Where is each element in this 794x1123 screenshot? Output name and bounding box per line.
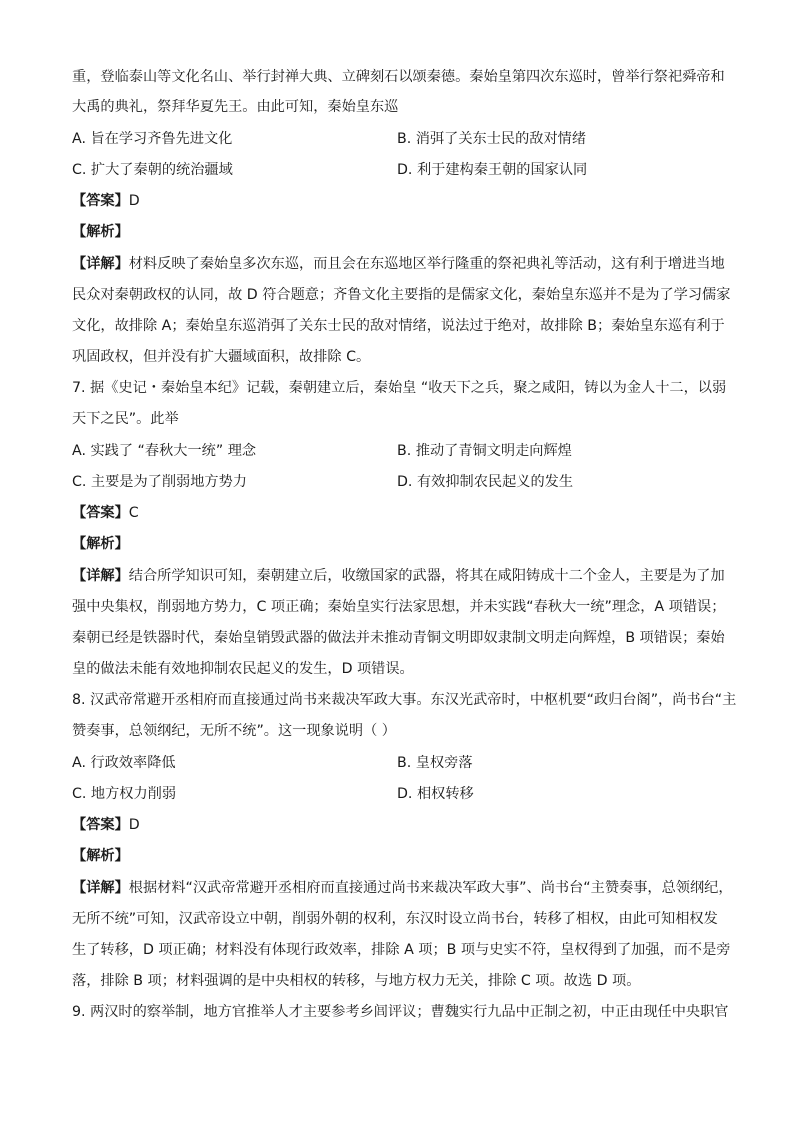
q8-option-d: D. 相权转移	[397, 786, 474, 802]
q8-detail-line-2: 无所不统”可知，汉武帝设立中朝，削弱外朝的权利，东汉时设立尚书台，转移了相权，由此可知相权发	[72, 911, 718, 927]
q8-detail-line-3: 生了转移，D 项正确；材料没有体现行政效率，排除 A 项；B 项与史实不符，皇权得到了加强，而不是旁	[72, 942, 731, 958]
q6-option-b: B. 消弭了关东士民的敌对情绪	[397, 131, 587, 147]
q8-analysis-label: 【解析】	[72, 848, 129, 864]
q7-detail-line-2: 强中央集权，削弱地方势力，C 项正确；秦始皇实行法家思想，并未实践“春秋大一统”理念，A 项错误；	[72, 599, 726, 615]
q6-option-c: C. 扩大了秦朝的统治疆域	[72, 162, 233, 178]
q6-stem-line-2: 大禹的典礼，祭拜华夏先王。由此可知，秦始皇东巡	[72, 99, 399, 115]
q6-detail-line-1: 【详解】材料反映了秦始皇多次东巡，而且会在东巡地区举行隆重的祭祀典礼等活动，这有利于增进当地	[72, 256, 725, 272]
q7-option-b: B. 推动了青铜文明走向辉煌	[397, 443, 572, 459]
q6-option-d: D. 利于建构秦王朝的国家认同	[397, 162, 588, 178]
q8-option-b: B. 皇权旁落	[397, 755, 473, 771]
detail-label: 【详解】	[72, 880, 129, 896]
q8-option-c: C. 地方权力削弱	[72, 786, 177, 802]
q7-option-a: A. 实践了 “春秋大一统” 理念	[72, 443, 257, 459]
q6-detail-line-4: 巩固政权，但并没有扩大疆域面积，故排除 C。	[72, 349, 371, 365]
q7-answer	[72, 503, 727, 523]
q6-analysis-label: 【解析】	[72, 224, 129, 240]
answer-value: C	[128, 505, 139, 521]
q7-detail-line-1: 【详解】结合所学知识可知，秦朝建立后，收缴国家的武器，将其在咸阳铸成十二个金人，主要是为了加	[72, 568, 725, 584]
q8-option-a: A. 行政效率降低	[72, 755, 176, 771]
q7-detail-line-3: 秦朝已经是铁器时代，秦始皇销毁武器的做法并未推动青铜文明即奴隶制文明走向辉煌，B 项错误；秦始	[72, 630, 725, 646]
q8-answer	[72, 815, 727, 835]
q7-detail-line-4: 皇的做法未能有效地抑制农民起义的发生，D 项错误。	[72, 661, 414, 677]
q7-stem-line-1: 7. 据《史记・秦始皇本纪》记载，秦朝建立后，秦始皇 “收天下之兵，聚之咸阳，铸以为金人十二，以弱	[72, 380, 727, 396]
answer-label: 【答案】	[72, 505, 129, 521]
q6-option-a: A. 旨在学习齐鲁先进文化	[72, 131, 233, 147]
detail-label: 【详解】	[72, 256, 129, 272]
q6-detail-line-2: 民众对秦朝政权的认同，故 D 符合题意；齐鲁文化主要指的是儒家文化，秦始皇东巡并不是为了学习儒家	[72, 287, 731, 303]
q6-answer	[72, 191, 727, 211]
q7-analysis-label: 【解析】	[72, 536, 129, 552]
q8-detail-line-4: 落，排除 B 项；材料强调的是中央相权的转移，与地方权力无关，排除 C 项。故选 D 项。	[72, 973, 641, 989]
q8-stem-line-2: 赞奏事，总领纲纪，无所不统”。这一现象说明（ ）	[72, 723, 396, 739]
answer-value: D	[128, 193, 140, 209]
q7-stem-line-2: 天下之民”。此举	[72, 411, 179, 427]
q8-stem-line-1: 8. 汉武帝常避开丞相府而直接通过尚书来裁决军政大事。东汉光武帝时，中枢机要“政归台阁”，尚书台“主	[72, 692, 737, 708]
q7-option-d: D. 有效抑制农民起义的发生	[397, 474, 574, 490]
q7-option-c: C. 主要是为了削弱地方势力	[72, 474, 247, 490]
answer-value: D	[128, 817, 140, 833]
q8-detail-line-1: 【详解】根据材料“汉武帝常避开丞相府而直接通过尚书来裁决军政大事”、尚书台“主赞奏事，总领纲纪，	[72, 880, 733, 896]
q6-detail-line-3: 文化，故排除 A；秦始皇东巡消弭了关东士民的敌对情绪，说法过于绝对，故排除 B；秦始皇东巡有利于	[72, 318, 725, 334]
q6-stem-line-1: 重，登临泰山等文化名山、举行封禅大典、立碑刻石以颂秦德。秦始皇第四次东巡时，曾举行祭祀舜帝和	[72, 69, 725, 85]
answer-label: 【答案】	[72, 817, 129, 833]
q9-stem-line-1: 9. 两汉时的察举制，地方官推举人才主要参考乡闾评议；曹魏实行九品中正制之初，中正由现任中央职官	[72, 1004, 729, 1020]
answer-label: 【答案】	[72, 193, 129, 209]
detail-label: 【详解】	[72, 568, 129, 584]
